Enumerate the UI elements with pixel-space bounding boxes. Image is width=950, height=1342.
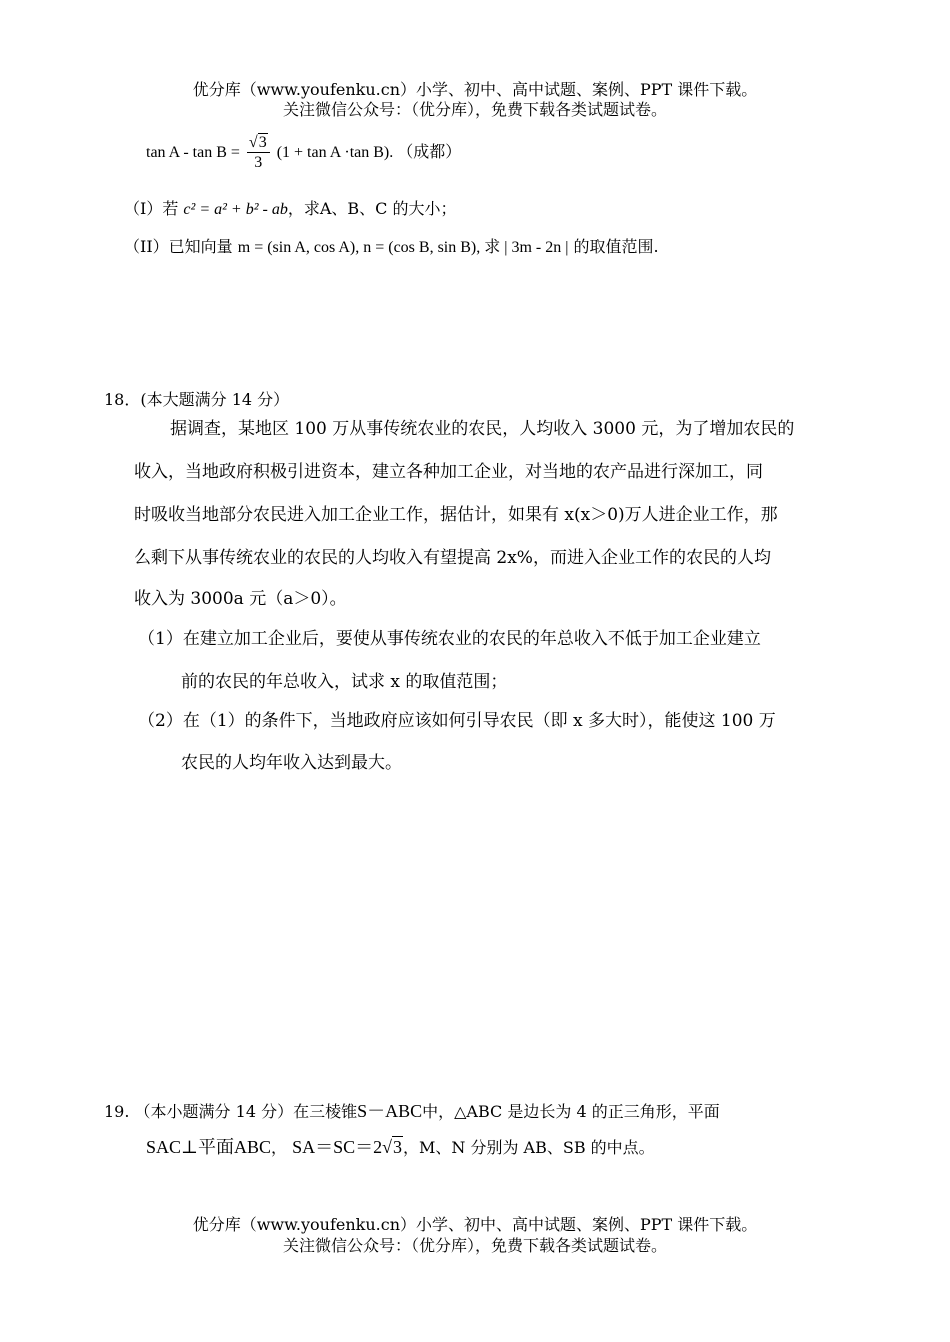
q19-line2-math-a: SAC⊥平面ABC xyxy=(146,1137,271,1157)
q17-formula xyxy=(146,134,461,173)
q19-line1-b: 中，△ABC 是边长为 4 的正三角形，平面 xyxy=(422,1102,720,1121)
q17-fraction: $\frac{√3}{3}$ xyxy=(247,134,270,173)
q19-number: 19. xyxy=(104,1102,130,1121)
q17-part1-prefix: （I）若 xyxy=(124,199,179,218)
page-footer-line2: 关注微信公众号：（优分库），免费下载各类试题试卷。 xyxy=(282,1236,667,1255)
q17-formula-left: tan A - tan B = xyxy=(146,144,240,162)
q18-sub2-line2: 农民的人均年收入达到最大。 xyxy=(181,753,402,773)
q17-formula-right: (1 + tan A ·tan B). xyxy=(276,144,394,162)
q18-sub2-line1: （2）在（1）的条件下，当地政府应该如何引导农民（即 x 多大时），能使这 100 万 xyxy=(138,711,776,731)
q17-source: （成都） xyxy=(397,144,462,162)
q17-fraction-den: 3 xyxy=(254,154,263,171)
q19-line2-c: ，M、N 分别为 AB、SB 的中点。 xyxy=(403,1138,655,1157)
q17-part2 xyxy=(124,234,659,257)
q17-part2-formula: m = (sin A, cos A), n = (cos B, sin B), 求 | 3m - 2n | xyxy=(237,239,569,256)
q18-para-line-4: 么剩下从事传统农业的农民的人均收入有望提高 2x%，而进入企业工作的农民的人均 xyxy=(134,548,771,568)
q19-line2-math-b: SA＝SC＝2 xyxy=(292,1137,383,1157)
q19-line1-math: S－ABC xyxy=(357,1101,423,1121)
q17-part1 xyxy=(124,196,457,219)
page-footer-line1: 优分库（www.youfenku.cn）小学、初中、高中试题、案例、PPT 课件下载。 xyxy=(192,1215,758,1234)
q18-para-line-5: 收入为 3000a 元（a＞0）。 xyxy=(134,589,347,609)
q18-title: 18．(本大题满分 14 分） xyxy=(104,390,290,409)
q17-part2-prefix: （II）已知向量 xyxy=(124,237,233,256)
q19-line2-sep: ， xyxy=(270,1138,287,1157)
q18-para-line-1: 据调查，某地区 100 万从事传统农业的农民，人均收入 3000 元，为了增加农民的 xyxy=(170,419,795,439)
q17-part1-formula: c² = a² + b² - ab xyxy=(183,201,288,218)
q19-line1 xyxy=(104,1097,720,1123)
q18-sub1-line2: 前的农民的年总收入，试求 x 的取值范围； xyxy=(181,672,508,692)
q17-part2-suffix: 的取值范围. xyxy=(573,237,659,256)
q18-para-line-2: 收入，当地政府积极引进资本，建立各种加工企业，对当地的农产品进行深加工，同 xyxy=(134,462,763,482)
q17-part1-suffix: ，求A、B、C 的大小； xyxy=(287,199,457,218)
page-header-line2: 关注微信公众号：（优分库），免费下载各类试题试卷。 xyxy=(282,100,667,119)
page-header-line1: 优分库（www.youfenku.cn）小学、初中、高中试题、案例、PPT 课件下载。 xyxy=(192,80,758,99)
q19-line1-a: （本小题满分 14 分）在三棱锥 xyxy=(134,1102,358,1121)
q17-fraction-sqrt: 3 xyxy=(258,134,267,151)
q19-line2-sqrt: 3 xyxy=(393,1137,402,1157)
q18-sub1-line1: （1）在建立加工企业后，要使从事传统农业的农民的年总收入不低于加工企业建立 xyxy=(138,629,761,649)
q19-line2: SAC⊥平面ABC， SA＝SC＝2√3，M、N 分别为 AB、SB 的中点。 xyxy=(146,1137,655,1157)
q18-para-line-3: 时吸收当地部分农民进入加工企业工作，据估计，如果有 x(x＞0)万人进企业工作，那 xyxy=(134,505,778,525)
